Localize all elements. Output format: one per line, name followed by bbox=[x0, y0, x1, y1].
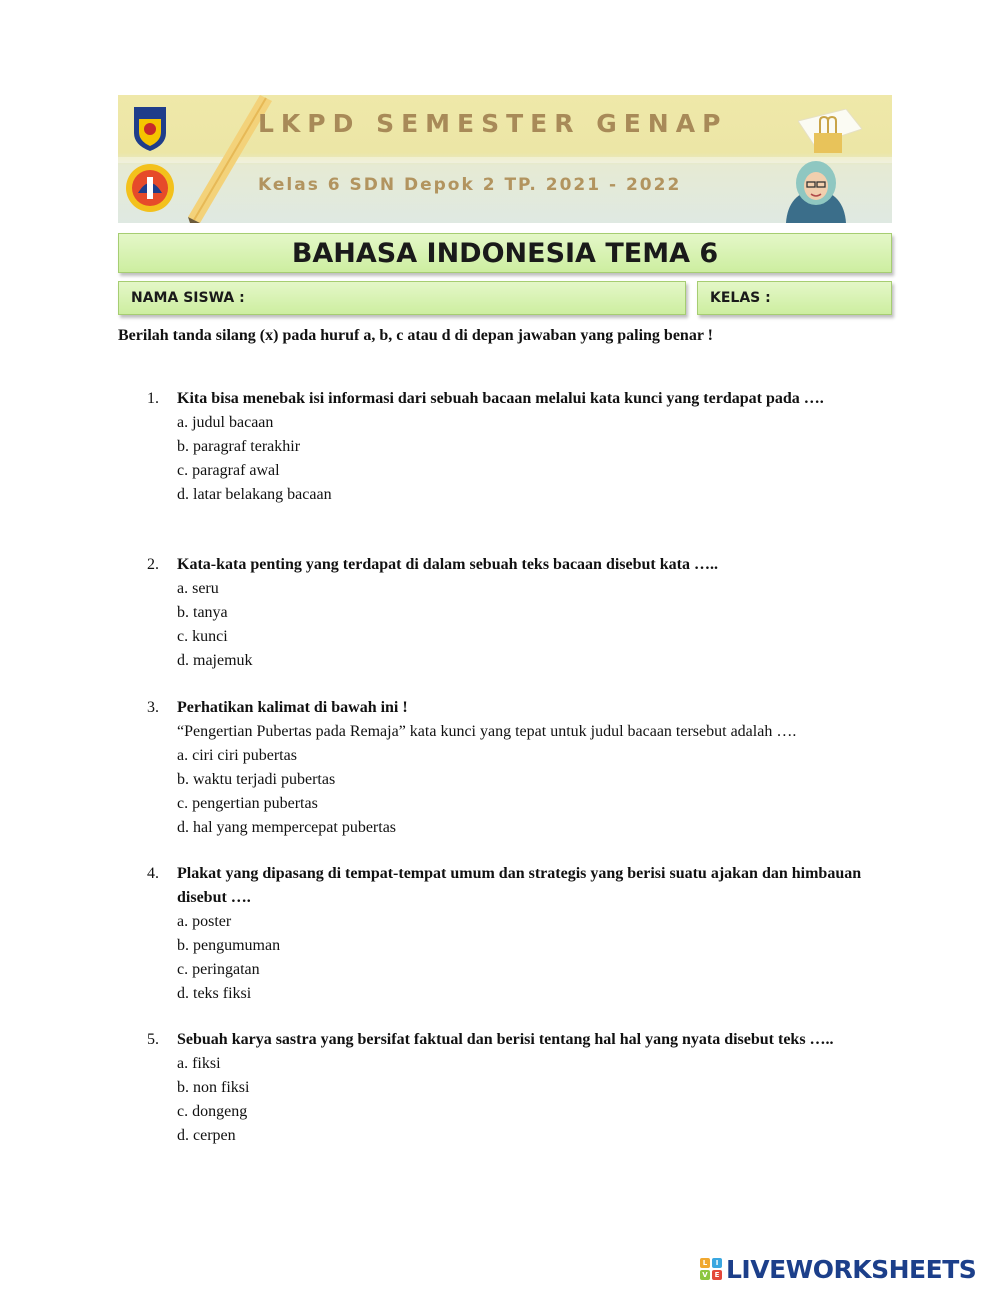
question-stem: Sebuah karya sastra yang bersifat faktual dan berisi tentang hal hal yang nyata disebut teks ….. bbox=[177, 1031, 834, 1048]
answer-option-d[interactable]: d. cerpen bbox=[177, 1127, 236, 1144]
answer-option-c[interactable]: c. pengertian pubertas bbox=[177, 795, 318, 812]
answer-option-a[interactable]: a. fiksi bbox=[177, 1055, 221, 1072]
brand-cubes-icon bbox=[700, 1258, 722, 1280]
question-number: 3. bbox=[147, 699, 159, 716]
answer-option-d[interactable]: d. majemuk bbox=[177, 652, 253, 669]
answer-option-d[interactable]: d. hal yang mempercepat pubertas bbox=[177, 819, 397, 836]
cube-letter: L bbox=[700, 1258, 710, 1268]
answer-option-a[interactable]: a. seru bbox=[177, 580, 219, 597]
banner-subtitle: Kelas 6 SDN Depok 2 TP. 2021 - 2022 bbox=[258, 175, 682, 195]
subject-title: BAHASA INDONESIA TEMA 6 bbox=[118, 233, 892, 273]
city-logo-icon bbox=[130, 107, 170, 151]
cube-letter: V bbox=[700, 1270, 710, 1280]
answer-option-d[interactable]: d. teks fiksi bbox=[177, 985, 252, 1002]
question-stem: Perhatikan kalimat di bawah ini ! bbox=[177, 699, 408, 716]
question-3 bbox=[147, 696, 877, 840]
teacher-photo bbox=[780, 159, 852, 223]
question-4 bbox=[147, 862, 877, 1006]
question-stem: Kita bisa menebak isi informasi dari sebuah bacaan melalui kata kunci yang terdapat pada …. bbox=[177, 390, 824, 407]
question-number: 2. bbox=[147, 556, 159, 573]
instruction-text: Berilah tanda silang (x) pada huruf a, b, c atau d di depan jawaban yang paling benar ! bbox=[118, 327, 713, 344]
answer-option-a[interactable]: a. poster bbox=[177, 913, 232, 930]
question-number: 4. bbox=[147, 865, 159, 882]
answer-option-b[interactable]: b. tanya bbox=[177, 604, 228, 621]
answer-option-c[interactable]: c. paragraf awal bbox=[177, 462, 280, 479]
answer-option-c[interactable]: c. peringatan bbox=[177, 961, 260, 978]
class-field[interactable]: KELAS : bbox=[697, 281, 892, 315]
brand-name: LIVEWORKSHEETS bbox=[726, 1254, 977, 1284]
header-banner bbox=[118, 95, 892, 223]
answer-option-b[interactable]: b. non fiksi bbox=[177, 1079, 250, 1096]
answer-option-b[interactable]: b. paragraf terakhir bbox=[177, 438, 301, 455]
school-logo-icon bbox=[124, 163, 176, 213]
liveworksheets-logo[interactable] bbox=[700, 1253, 976, 1285]
answer-option-b[interactable]: b. pengumuman bbox=[177, 937, 281, 954]
cube-letter: I bbox=[712, 1258, 722, 1268]
question-5 bbox=[147, 1028, 877, 1148]
answer-option-a[interactable]: a. ciri ciri pubertas bbox=[177, 747, 297, 764]
question-stem: Plakat yang dipasang di tempat-tempat umum dan strategis yang berisi suatu ajakan dan himbauan disebut …. bbox=[177, 865, 862, 906]
question-number: 1. bbox=[147, 390, 159, 407]
answer-option-c[interactable]: c. dongeng bbox=[177, 1103, 248, 1120]
answer-option-a[interactable]: a. judul bacaan bbox=[177, 414, 274, 431]
answer-option-b[interactable]: b. waktu terjadi pubertas bbox=[177, 771, 336, 788]
question-2 bbox=[147, 553, 877, 673]
student-name-field[interactable]: NAMA SISWA : bbox=[118, 281, 686, 315]
binder-clip-icon bbox=[808, 115, 848, 159]
question-quote: “Pengertian Pubertas pada Remaja” kata kunci yang tepat untuk judul bacaan tersebut adalah …. bbox=[177, 723, 797, 740]
question-number: 5. bbox=[147, 1031, 159, 1048]
cube-letter: E bbox=[712, 1270, 722, 1280]
banner-title: LKPD SEMESTER GENAP bbox=[258, 109, 728, 138]
question-stem: Kata-kata penting yang terdapat di dalam sebuah teks bacaan disebut kata ….. bbox=[177, 556, 718, 573]
answer-option-d[interactable]: d. latar belakang bacaan bbox=[177, 486, 332, 503]
question-1 bbox=[147, 387, 877, 507]
answer-option-c[interactable]: c. kunci bbox=[177, 628, 228, 645]
